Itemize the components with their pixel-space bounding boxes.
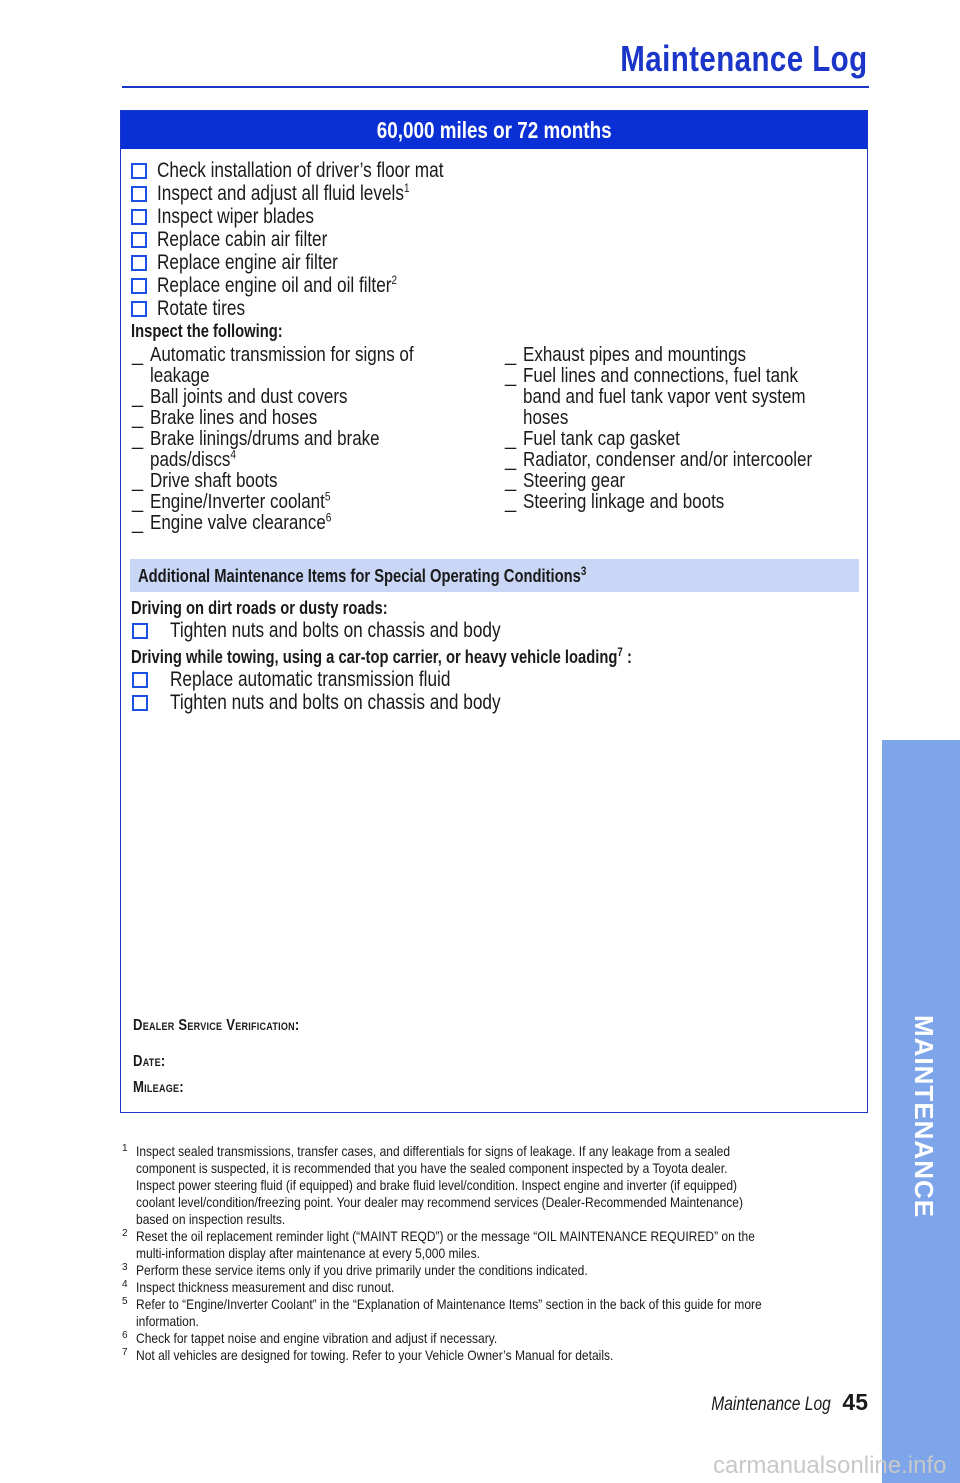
title-rule (122, 86, 869, 88)
page-number: 45 (842, 1389, 868, 1415)
checklist-item[interactable] (131, 228, 506, 251)
checkbox[interactable] (131, 232, 147, 248)
towing-heading: Driving while towing, using a car-top carrier, or heavy vehicle loading$^7$ : (131, 645, 632, 667)
checklist-item[interactable] (131, 182, 506, 205)
towing-checklist-item[interactable]: Tighten nuts and bolts on chassis and body (132, 691, 573, 715)
checkbox[interactable] (131, 186, 147, 202)
dusty-checklist-item[interactable]: Tighten nuts and bolts on chassis and body (132, 619, 573, 643)
checkbox[interactable] (131, 278, 147, 294)
footnote: 6 Check for tappet noise and engine vibration and adjust if necessary. (122, 1330, 498, 1346)
dusty-roads-heading: Driving on dirt roads or dusty roads: (131, 598, 388, 618)
checklist-label: Check installation of driver’s floor mat (157, 158, 444, 182)
footnote: 2 Reset the oil replacement reminder light (“MAINT REQD”) or the message “OIL MAINTENANCE REQUIRED” on the multi-information display after maintenance at every 5,000 miles. (122, 1228, 755, 1261)
date-label: Date: (133, 1053, 166, 1070)
inspect-item: _ Automatic transmission for signs of leakage (132, 344, 414, 387)
checkbox[interactable] (131, 255, 147, 271)
checklist-label: Inspect and adjust all fluid levels$^1$ (157, 180, 410, 205)
inspect-item: _ Engine/Inverter coolant$^5$ (132, 489, 331, 513)
checklist-label: Replace cabin air filter (157, 227, 328, 251)
inspect-item: _ Steering linkage and boots (505, 491, 725, 513)
footnote: 3 Perform these service items only if you drive primarily under the conditions indicated. (122, 1262, 588, 1278)
checkbox[interactable] (132, 623, 148, 639)
checklist-label: Rotate tires (157, 296, 246, 320)
inspect-list-right (505, 345, 865, 513)
section-tab-label: MAINTENANCE (909, 1015, 939, 1219)
inspect-item: _ Fuel tank cap gasket (505, 428, 680, 450)
inspect-item: _ Steering gear (505, 470, 626, 492)
inspect-item: _ Exhaust pipes and mountings (505, 344, 747, 366)
checklist-item[interactable] (131, 274, 506, 297)
towing-checklist-item[interactable]: Replace automatic transmission fluid (132, 668, 512, 692)
additional-items-heading: Additional Maintenance Items for Special Operating Conditions$^3$ (130, 559, 859, 592)
inspect-item: _ Radiator, condenser and/or intercooler (505, 449, 813, 471)
dealer-verification-label: Dealer Service Verification: (133, 1017, 300, 1034)
footnote: 1 Inspect sealed transmissions, transfer cases, and differentials for signs of leakage. If any leakage from a sealed component is suspected, it is recommended that you have the sealed component inspected by a Toyota dealer. Inspect power steering fluid (if equipped) and brake fluid level/condition. Inspect engine and inverter (if equipped) coolant level/condition/freezing point. Your dealer may recommend services (Dealer-Recommended Maintenance) based on inspection results. (122, 1143, 743, 1227)
checklist-item[interactable] (131, 297, 506, 320)
inspect-item: _ Drive shaft boots (132, 470, 278, 492)
footnote: 4 Inspect thickness measurement and disc runout. (122, 1279, 395, 1295)
checklist-label: Replace engine oil and oil filter$^2$ (157, 272, 398, 297)
footnotes (122, 1143, 868, 1364)
checkbox[interactable] (131, 163, 147, 179)
page-title: Maintenance Log (620, 38, 868, 79)
inspect-list-left (132, 345, 472, 534)
checkbox[interactable] (132, 672, 148, 688)
mileage-label: Mileage: (133, 1079, 184, 1096)
inspect-item: _ Engine valve clearance$^6$ (132, 510, 332, 534)
interval-heading: 60,000 miles or 72 months (121, 111, 867, 149)
footnote: 5 Refer to “Engine/Inverter Coolant” in the “Explanation of Maintenance Items” section in the back of this guide for more information. (122, 1296, 762, 1329)
footnote: 7 Not all vehicles are designed for towing. Refer to your Vehicle Owner’s Manual for details. (122, 1347, 614, 1363)
maintenance-interval-box (120, 110, 868, 1113)
inspect-item: _ Brake lines and hoses (132, 407, 318, 429)
watermark: carmanualsonline.info (713, 1452, 947, 1479)
inspect-item: _ Ball joints and dust covers (132, 386, 348, 408)
page-footer (685, 1389, 868, 1416)
inspect-item: _ Fuel lines and connections, fuel tank band and fuel tank vapor vent system hoses (505, 365, 806, 429)
inspect-heading: Inspect the following: (131, 321, 283, 341)
service-checklist (131, 159, 506, 320)
checkbox[interactable] (132, 695, 148, 711)
checklist-label: Inspect wiper blades (157, 204, 314, 228)
checkbox[interactable] (131, 209, 147, 225)
checklist-label: Replace engine air filter (157, 250, 338, 274)
checklist-item[interactable] (131, 251, 506, 274)
checkbox[interactable] (131, 301, 147, 317)
inspect-item: _ Brake linings/drums and brake pads/discs$^4$ (132, 428, 380, 471)
checklist-item[interactable] (131, 159, 506, 182)
footer-label: Maintenance Log (710, 1394, 831, 1415)
checklist-item[interactable] (131, 205, 506, 228)
